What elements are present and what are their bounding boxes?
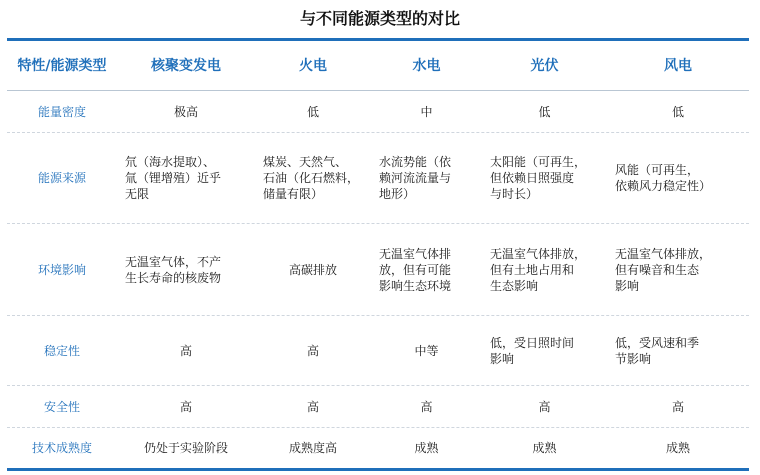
row-stability xyxy=(7,316,749,386)
cell-fusion: 高 xyxy=(179,343,192,358)
header-solar: 光伏 xyxy=(530,57,559,74)
row-energy-density xyxy=(7,91,749,133)
row-label: 安全性 xyxy=(43,399,80,414)
table-header-row xyxy=(7,41,749,91)
header-fusion: 核聚变发电 xyxy=(151,57,221,74)
row-environmental-impact xyxy=(7,224,749,316)
row-label: 环境影响 xyxy=(37,262,86,277)
cell-hydro: 中 xyxy=(420,104,433,119)
cell-hydro: 水流势能（依 赖河流流量与 地形） xyxy=(379,155,452,201)
cell-fusion: 氘（海水提取）、 氚（锂增殖）近乎 无限 xyxy=(125,155,222,201)
cell-hydro: 成熟 xyxy=(414,441,439,455)
header-feature: 特性/能源类型 xyxy=(17,57,107,74)
row-label: 能源来源 xyxy=(37,171,86,185)
cell-hydro: 高 xyxy=(420,399,433,414)
cell-wind: 无温室气体排放， 但有噪音和生态 影响 xyxy=(615,246,712,293)
cell-thermal: 高 xyxy=(306,343,319,358)
row-label: 能量密度 xyxy=(37,104,86,119)
cell-solar: 低 xyxy=(538,104,551,119)
table-title: 与不同能源类型的对比 xyxy=(299,9,460,28)
cell-thermal: 高碳排放 xyxy=(288,262,337,277)
cell-fusion: 高 xyxy=(179,399,192,414)
cell-wind: 低，受风速和季 节影响 xyxy=(615,335,700,366)
header-hydro: 水电 xyxy=(412,57,441,74)
header-thermal: 火电 xyxy=(299,57,327,74)
cell-thermal: 低 xyxy=(306,104,319,119)
cell-hydro: 中等 xyxy=(414,343,439,358)
row-label: 稳定性 xyxy=(43,343,80,358)
row-safety xyxy=(7,386,749,428)
row-tech-maturity xyxy=(7,428,749,468)
cell-solar: 成熟 xyxy=(532,441,557,455)
cell-wind: 风能（可再生， 依赖风力稳定性） xyxy=(615,163,712,193)
row-energy-source xyxy=(7,133,749,224)
cell-thermal: 高 xyxy=(306,399,319,414)
cell-solar: 无温室气体排放， 但有土地占用和 生态影响 xyxy=(490,246,587,293)
cell-wind: 高 xyxy=(671,399,684,414)
cell-thermal: 成熟度高 xyxy=(288,441,337,455)
cell-solar: 低，受日照时间 影响 xyxy=(490,335,575,366)
row-label: 技术成熟度 xyxy=(31,441,92,455)
cell-wind: 低 xyxy=(671,104,684,119)
cell-thermal: 煤炭、天然气、 石油（化石燃料， 储量有限） xyxy=(263,155,360,201)
cell-solar: 高 xyxy=(538,399,551,414)
cell-hydro: 无温室气体排 放，但有可能 影响生态环境 xyxy=(379,246,452,293)
comparison-table xyxy=(7,38,749,471)
cell-fusion: 无温室气体，不产 生长寿命的核废物 xyxy=(125,254,222,285)
header-wind: 风电 xyxy=(664,57,692,74)
cell-fusion: 仍处于实验阶段 xyxy=(143,441,228,455)
cell-fusion: 极高 xyxy=(173,104,198,119)
cell-solar: 太阳能（可再生， 但依赖日照强度 与时长） xyxy=(490,155,587,201)
cell-wind: 成熟 xyxy=(665,441,690,455)
